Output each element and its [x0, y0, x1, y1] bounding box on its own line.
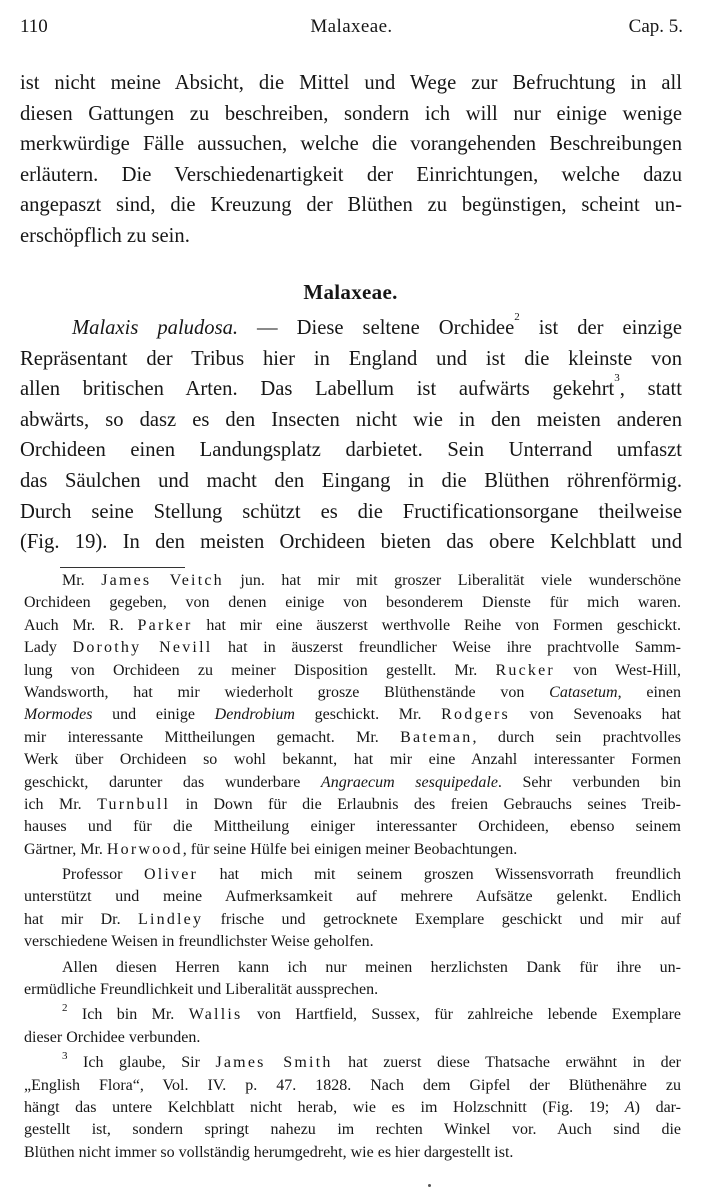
- text-line: allen britischen Arten. Das Labellum ist aufwärts gekehrt$^3$, statt: [20, 372, 682, 401]
- footnote-line: Werk über Orchideen so wohl bekannt, hat mir eine Anzahl interessanter Formen: [24, 751, 681, 769]
- person-name: Wallis: [188, 1006, 243, 1024]
- footnote-line: hauses und für die Mittheilung einiger interessanter Orchideen, ebenso seinem: [24, 818, 681, 836]
- person-name: Rodgers: [441, 706, 510, 724]
- text-line: das Säulchen und macht den Eingang in die Blüthen röhrenförmig.: [20, 469, 682, 492]
- text-line: angepaszt sind, die Kreuzung der Blüthen zu begünstigen, scheint un-: [20, 194, 682, 217]
- genus-name: Mormodes: [24, 706, 93, 724]
- footnote-line: hängt das untere Kelchblatt nicht herab, wie es im Holzschnitt (Fig. 19; A) dar-: [24, 1098, 682, 1116]
- genus-name: Catasetum: [549, 683, 618, 701]
- footnote-line: geschickt, darunter das wunderbare Angraecum sesquipedale. Sehr verbunden bin: [24, 773, 681, 791]
- person-name: Rucker: [495, 661, 555, 679]
- footnote-number: 2: [62, 1002, 68, 1015]
- footnote-line: Mr. James Veitch jun. hat mir mit groszer Liberalität viele wunderschöne: [62, 572, 681, 589]
- footnote-line: Wandsworth, hat mir wiederholt grosze Blüthenstände von Catasetum, einen: [24, 683, 681, 701]
- text-line: ist nicht meine Absicht, die Mittel und Wege zur Befruchtung in all: [20, 72, 682, 94]
- text-line: merkwürdige Fälle aussuchen, welche die vorangehenden Beschreibungen: [20, 133, 682, 156]
- footnote-line: Mormodes und einige Dendrobium geschickt. Mr. Rodgers von Sevenoaks hat: [24, 706, 682, 724]
- footnote-line: Lady Dorothy Nevill hat in äuszerst freundlicher Weise ihre prachtvolle Samm-: [24, 639, 682, 657]
- species-name: Angraecum sesquipedale: [320, 773, 498, 791]
- text-line: Malaxis paludosa. — Diese seltene Orchidee$^2$ ist der einzige: [72, 311, 682, 339]
- footnote-line: Professor Oliver hat mich mit seinem groszen Wissensvorrath freundlich: [62, 866, 682, 884]
- section-heading: Malaxeae.: [303, 280, 398, 304]
- footnote-line: verschiedene Weisen in freundlichster Weise geholfen.: [24, 933, 374, 951]
- page-header: [20, 16, 683, 46]
- footnote-line: „English Flora“, Vol. IV. p. 47. 1828. Nach dem Gipfel der Blüthenähre zu: [24, 1076, 681, 1094]
- species-name: Malaxis paludosa.: [72, 317, 239, 339]
- text-line: diesen Gattungen zu beschreiben, sondern ich will nur einige wenige: [20, 102, 682, 125]
- text-line: (Fig. 19). In den meisten Orchideen bieten das obere Kelchblatt und: [20, 531, 682, 554]
- person-name: Oliver: [143, 866, 199, 884]
- text-line: erläutern. Die Verschiedenartigkeit der Einrichtungen, welche dazu: [20, 163, 682, 186]
- text-line: Durch seine Stellung schützt es die Fructificationsorgane theilweise: [20, 500, 682, 523]
- footnote-number: 3: [62, 1050, 68, 1063]
- footnote-line: Orchideen gegeben, von denen einige von besonderem Dienste für mich waren.: [24, 594, 681, 612]
- footnote-ref: 2: [514, 311, 520, 323]
- person-name: Turnbull: [97, 795, 171, 813]
- footnote-line: lung von Orchideen zu meiner Disposition gestellt. Mr. Rucker von West-Hill,: [24, 661, 681, 679]
- footnote-line: Allen diesen Herren kann ich nur meinen herzlichsten Dank für ihre un-: [62, 958, 681, 976]
- footnote-line: ermüdliche Freundlichkeit und Liberalität aussprechen.: [24, 981, 379, 999]
- intro-paragraph: [20, 68, 682, 252]
- figure-label: A: [624, 1098, 635, 1116]
- person-name: Bateman: [400, 728, 473, 746]
- footnote-line: Gärtner, Mr. Horwood, für seine Hülfe bei einigen meiner Beobachtungen.: [24, 840, 518, 858]
- footnote-line: hat mir Dr. Lindley frische und getrocknete Exemplare geschickt und mir auf: [24, 910, 682, 928]
- print-mark: [428, 1184, 431, 1187]
- person-name: Parker: [137, 616, 193, 634]
- person-name: Horwood: [106, 840, 183, 858]
- person-name: Dorothy Nevill: [72, 639, 213, 657]
- footnote-line: gestellt ist, sondern springt nahezu im rechten Winkel vor. Auch sind die: [24, 1121, 681, 1139]
- footnote-line: unterstützt und meine Aufmerksamkeit auf mehrere Aufsätze gelenkt. Endlich: [24, 888, 681, 906]
- person-name: James Smith: [215, 1054, 333, 1072]
- chapter-label: Cap. 5.: [628, 16, 683, 37]
- footnote-ref: 3: [614, 372, 620, 385]
- person-name: Lindley: [138, 910, 204, 928]
- footnote-separator: [60, 567, 185, 568]
- text-line: Repräsentant der Tribus hier in England und ist die kleinste von: [20, 347, 682, 370]
- footnote-line: ich Mr. Turnbull in Down für die Erlaubnis des freien Gebrauchs seines Treib-: [24, 795, 681, 813]
- text-line: erschöpflich zu sein.: [20, 224, 190, 247]
- text-line: Orchideen einen Landungsplatz darbietet. Sein Unterrand umfaszt: [20, 439, 682, 462]
- footnotes: [24, 570, 681, 1164]
- person-name: James Veitch: [101, 572, 224, 589]
- genus-name: Dendrobium: [214, 706, 295, 724]
- running-title: Malaxeae.: [310, 16, 393, 37]
- footnote-line: Blüthen nicht immer so vollständig herumgedreht, wie es hier dargestellt ist.: [24, 1143, 514, 1161]
- footnote-line: mir interessante Mittheilungen gemacht. Mr. Bateman, durch sein prachtvolles: [24, 728, 681, 746]
- footnote-line: Auch Mr. R. Parker hat mir eine äuszerst werthvolle Reihe von Formen geschickt.: [24, 616, 682, 634]
- footnote-line: dieser Orchidee verbunden.: [24, 1028, 201, 1046]
- footnote-line: $^3$ Ich glaube, Sir James Smith hat zuerst diese Thatsache erwähnt in der: [62, 1050, 681, 1072]
- footnote-line: $^2$ Ich bin Mr. Wallis von Hartfield, Sussex, für zahlreiche lebende Exemplare: [62, 1002, 681, 1024]
- text-line: abwärts, so dasz es den Insecten nicht wie in den meisten anderen: [20, 408, 682, 431]
- page-number: 110: [20, 16, 48, 37]
- section-paragraph: [20, 313, 682, 558]
